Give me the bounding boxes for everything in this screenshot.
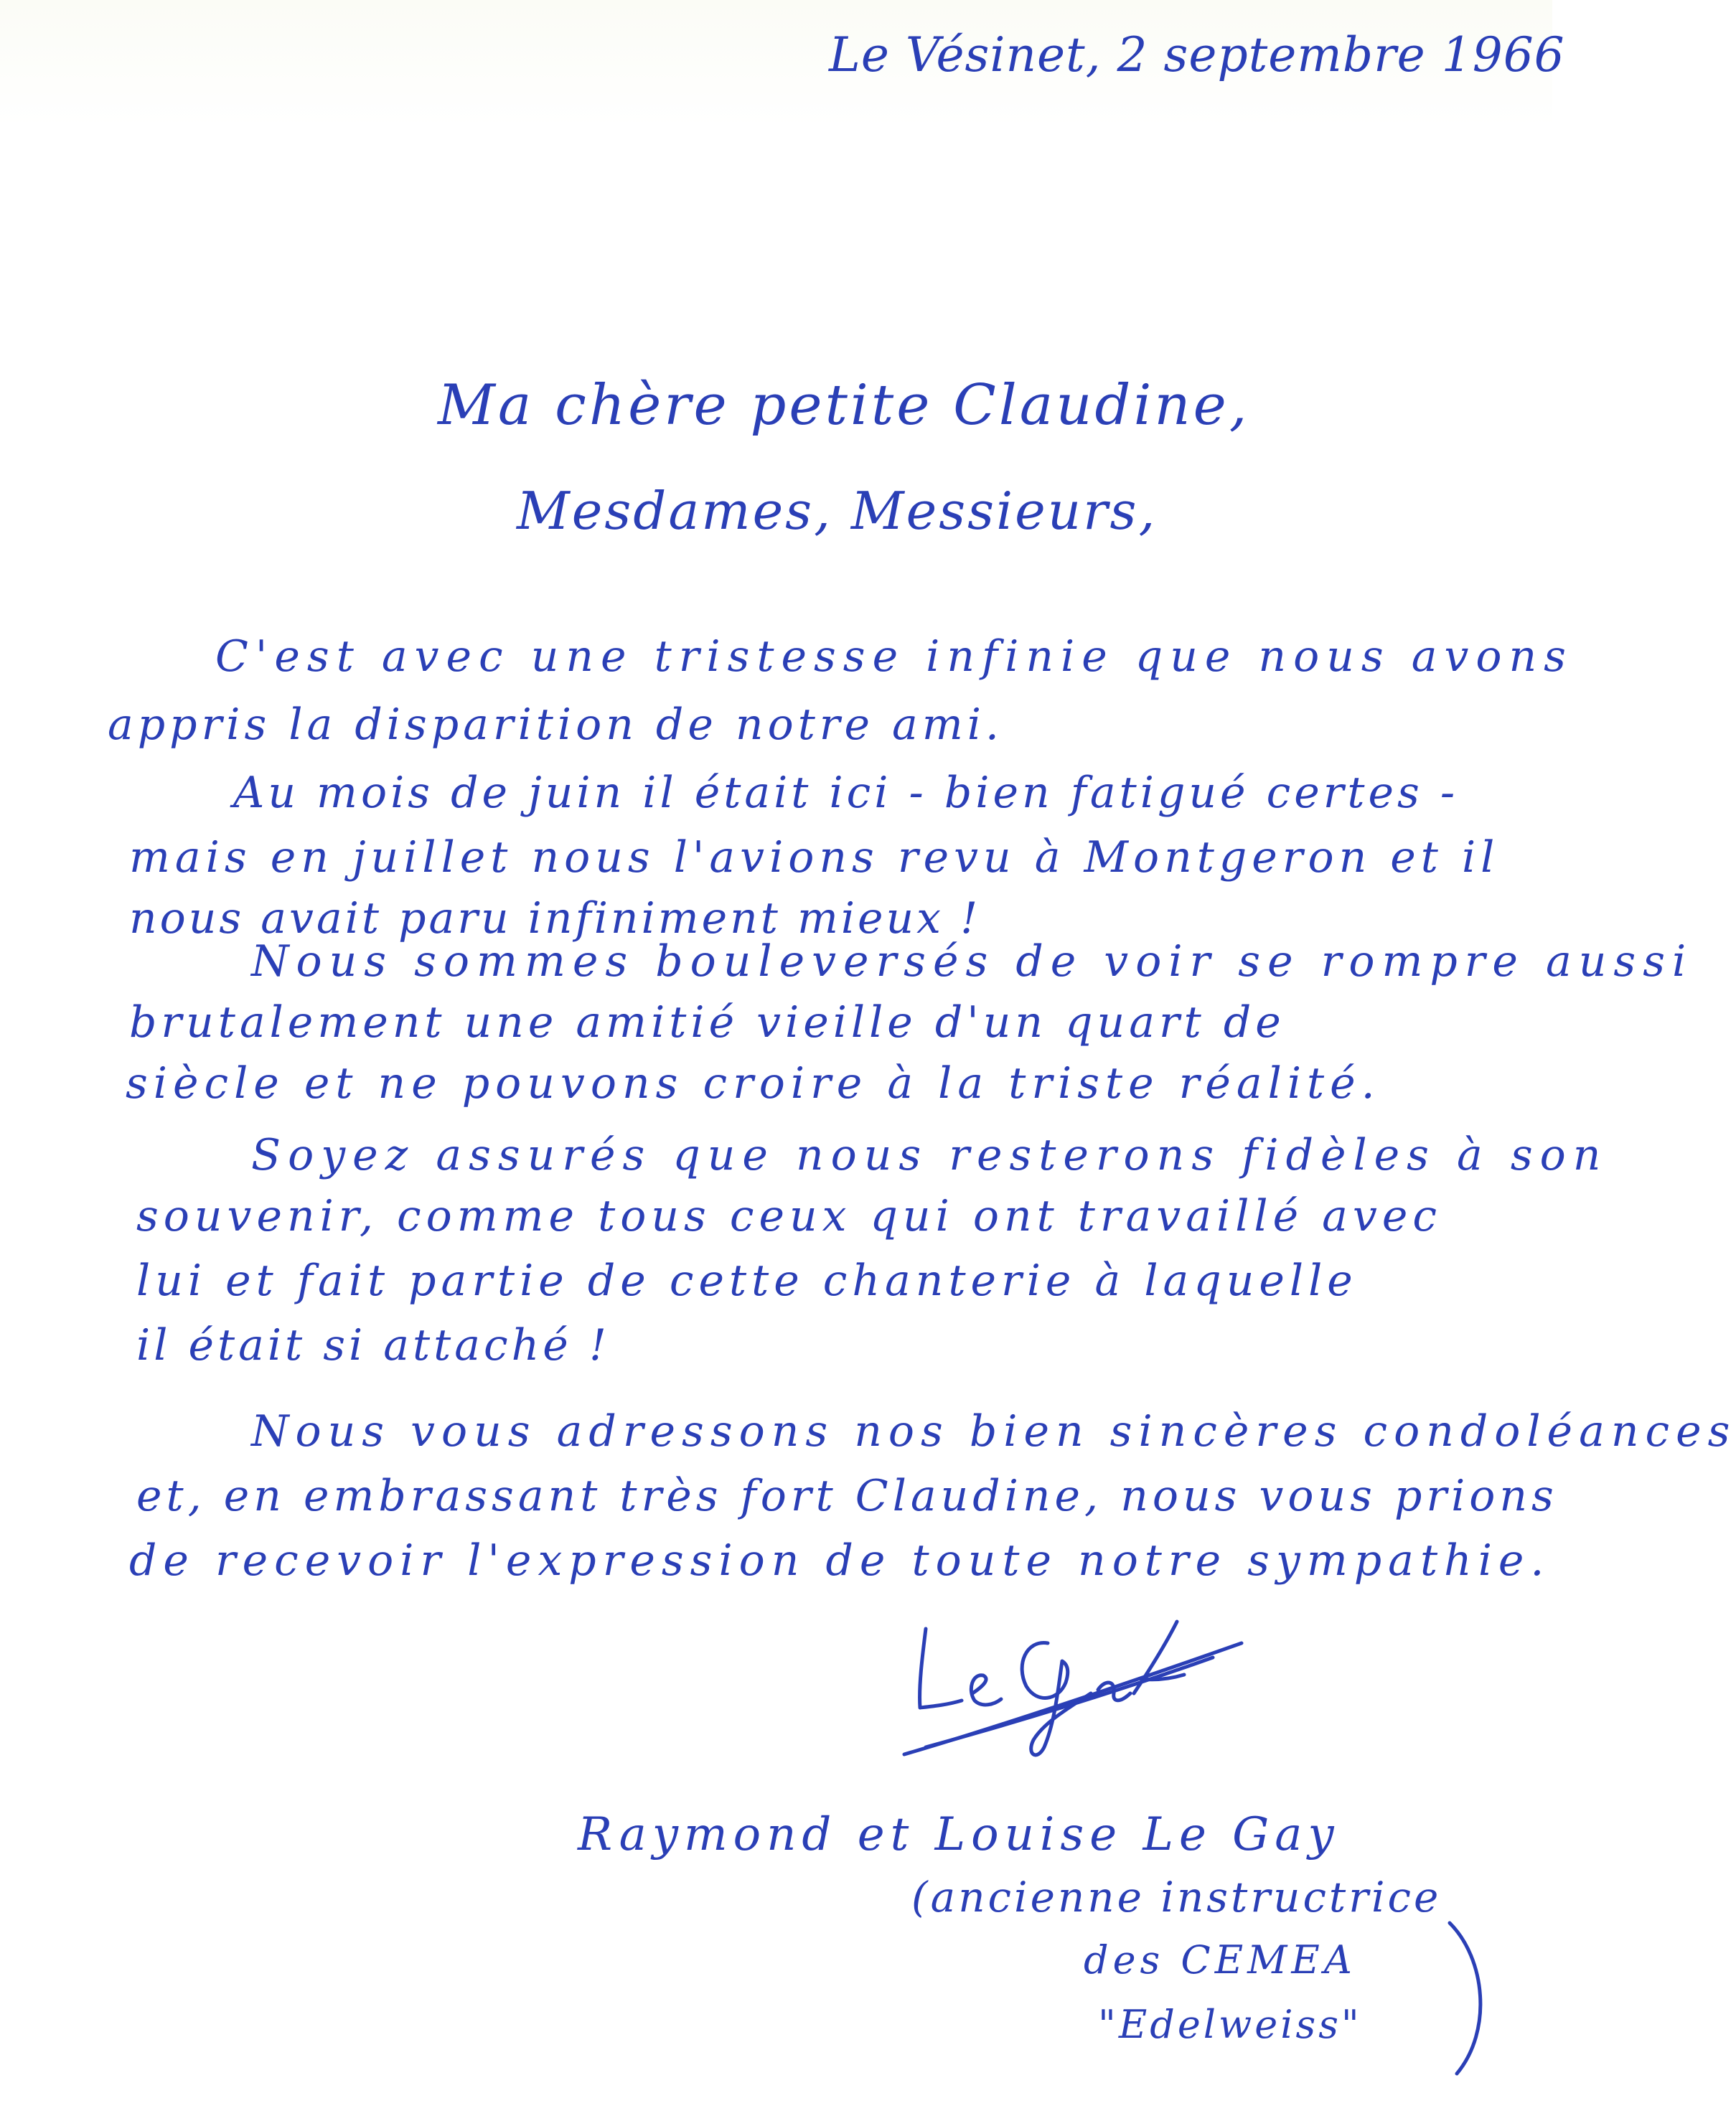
body-line: souvenir, comme tous ceux qui ont travaillé avec [136, 1191, 1442, 1241]
body-line: lui et fait partie de cette chanterie à laquelle [136, 1256, 1358, 1306]
handwritten-signature [883, 1600, 1256, 1758]
closing-parenthesis [1435, 1916, 1500, 2081]
body-line: Soyez assurés que nous resterons fidèles à son [251, 1130, 1608, 1180]
body-line: Au mois de juin il était ici - bien fatigué certes - [233, 768, 1459, 818]
body-line: appris la disparition de notre ami. [108, 700, 1003, 750]
place-date: Le Vésinet, 2 septembre 1966 [829, 27, 1565, 83]
sign-off-names: Raymond et Louise Le Gay [578, 1808, 1340, 1861]
body-line: il était si attaché ! [136, 1320, 610, 1370]
body-line: brutalement une amitié vieille d'un quart de [129, 997, 1285, 1048]
sign-off-note: (ancienne instructrice [911, 1873, 1442, 1922]
body-line: Nous sommes bouleversés de voir se rompre aussi [251, 936, 1694, 987]
body-line: mais en juillet nous l'avions revu à Montgeron et il [129, 832, 1500, 883]
sign-off-note: des CEMEA [1084, 1937, 1356, 1983]
body-line: nous avait paru infiniment mieux ! [129, 893, 981, 944]
salutation-line: Mesdames, Messieurs, [517, 481, 1158, 541]
body-line: et, en embrassant très fort Claudine, nous vous prions [136, 1471, 1558, 1521]
body-line: Nous vous adressons nos bien sincères condoléances [251, 1406, 1736, 1457]
body-line: C'est avec une tristesse infinie que nous avons [215, 631, 1573, 682]
body-line: siècle et ne pouvons croire à la triste réalité. [126, 1058, 1381, 1109]
body-line: de recevoir l'expression de toute notre sympathie. [129, 1536, 1551, 1586]
salutation-line: Ma chère petite Claudine, [438, 373, 1250, 438]
sign-off-note: "Edelweiss" [1098, 2002, 1362, 2047]
